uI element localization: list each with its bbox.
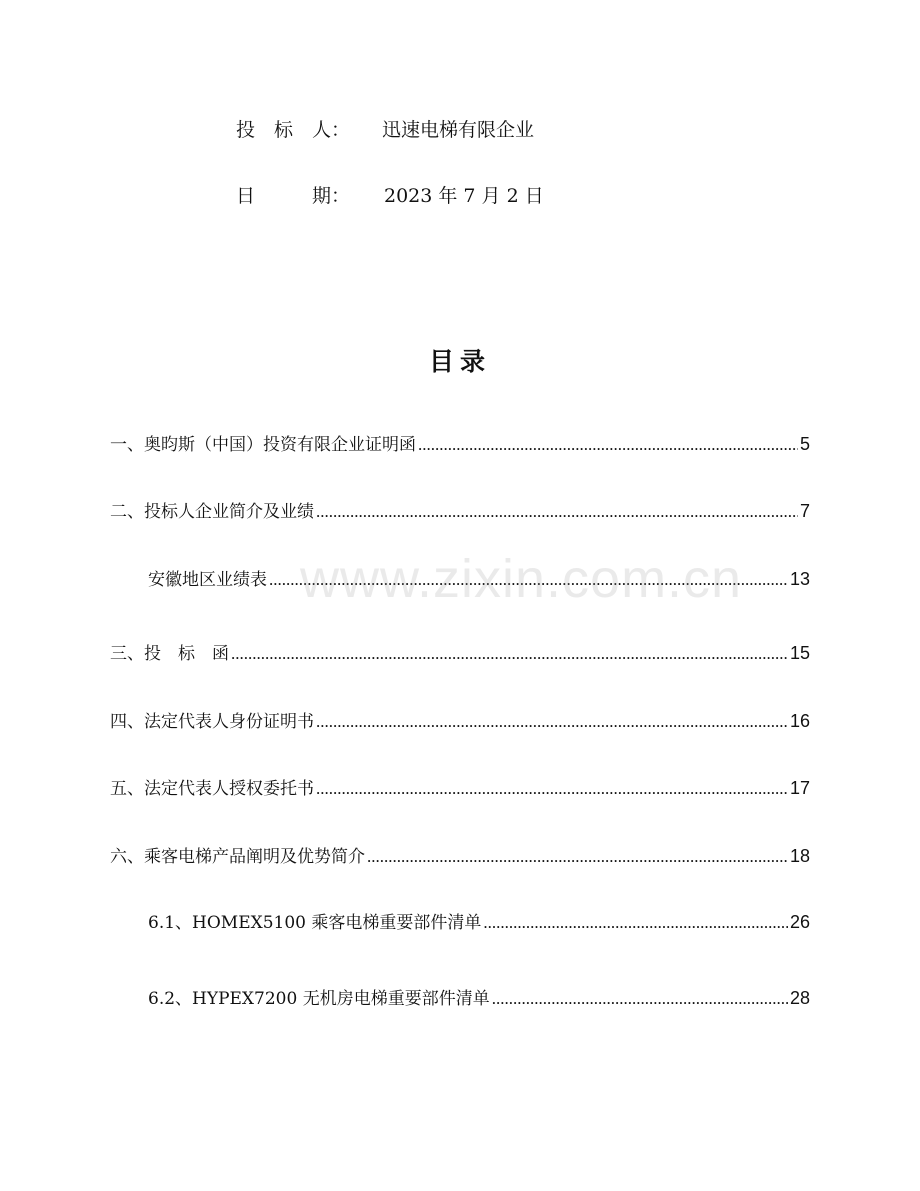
toc-leader-dots: [492, 989, 788, 1009]
toc-leader-dots: [316, 502, 798, 522]
toc-entry-label: 三、投 标 函: [110, 644, 229, 664]
watermark: www.zixin.com.cn: [300, 549, 743, 609]
toc-entry-page: 5: [799, 434, 810, 454]
toc-entry[interactable]: [110, 639, 810, 665]
toc-title: 目录: [428, 347, 491, 376]
toc-entry-page: 13: [789, 569, 810, 589]
toc-entry-page: 7: [799, 501, 810, 521]
toc-entry-page: 17: [789, 778, 810, 798]
date-value: 2023 年 7 月 2 日: [384, 185, 544, 207]
toc-entry[interactable]: [110, 774, 810, 800]
toc-entry[interactable]: [148, 908, 810, 934]
toc-entry[interactable]: [110, 707, 810, 733]
toc-leader-dots: [231, 644, 788, 664]
toc-entry[interactable]: [110, 497, 810, 523]
toc-entry-page: 15: [789, 643, 810, 663]
toc-entry[interactable]: [110, 430, 810, 456]
toc-entry-page: 16: [789, 711, 810, 731]
bidder-label: 投 标 人：: [236, 119, 351, 141]
toc-entry-page: 18: [789, 846, 810, 866]
toc-entry-page: 26: [789, 912, 810, 932]
toc-leader-dots: [367, 847, 788, 867]
toc-leader-dots: [316, 712, 788, 732]
toc-entry-label: 二、投标人企业简介及业绩: [110, 502, 314, 522]
toc-leader-dots: [418, 435, 798, 455]
toc-entry-label: 6.2、HYPEX7200 无机房电梯重要部件清单: [148, 989, 490, 1009]
toc-entry[interactable]: [148, 984, 810, 1010]
toc-entry-label: 六、乘客电梯产品阐明及优势简介: [110, 847, 365, 867]
toc-entry-label: 四、法定代表人身份证明书: [110, 712, 314, 732]
toc-leader-dots: [316, 779, 788, 799]
date-label: 日 期：: [236, 185, 351, 207]
bidder-value: 迅速电梯有限企业: [382, 119, 535, 141]
toc-entry-label: 五、法定代表人授权委托书: [110, 779, 314, 799]
toc-entry[interactable]: [110, 842, 810, 868]
toc-entry-page: 28: [789, 988, 810, 1008]
toc-entry-label: 6.1、HOMEX5100 乘客电梯重要部件清单: [148, 913, 482, 933]
toc-entry-label: 安徽地区业绩表: [148, 570, 267, 590]
toc-entry-label: 一、奥昀斯（中国）投资有限企业证明函: [110, 435, 416, 455]
toc-leader-dots: [483, 913, 788, 933]
